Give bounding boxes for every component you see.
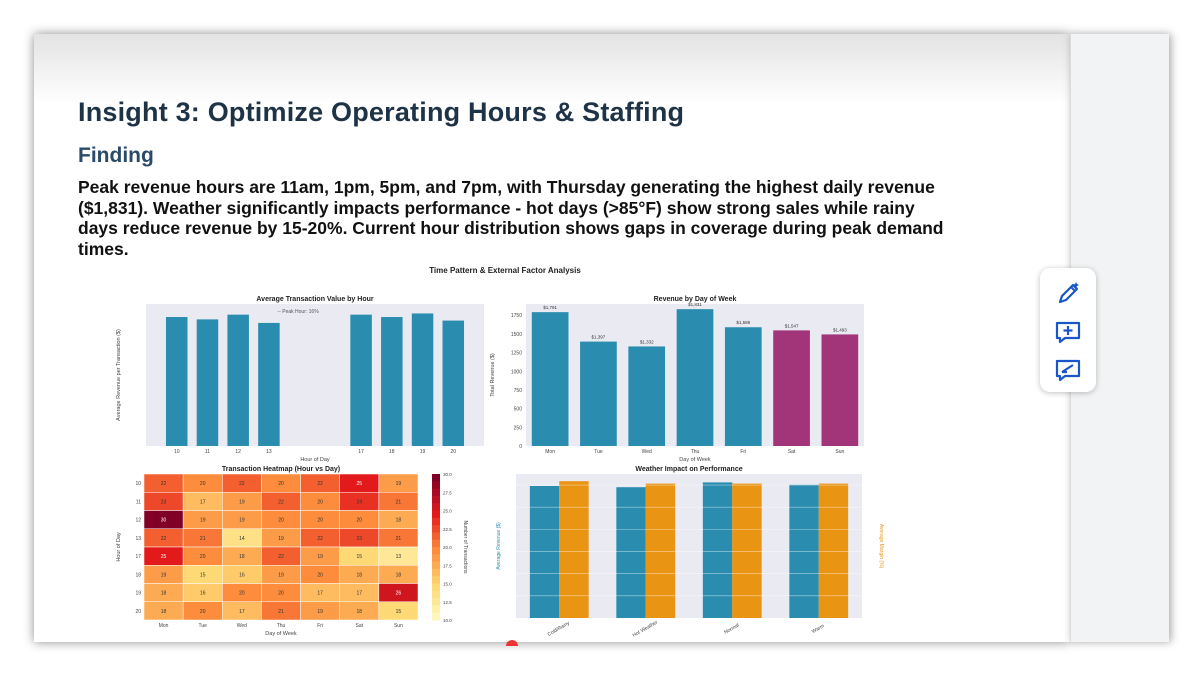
bar <box>822 334 859 446</box>
cell-label: 18 <box>356 608 363 615</box>
x-tick-label: 17 <box>358 449 364 455</box>
chart-revenue-by-day <box>486 292 876 464</box>
colorbar-segment <box>432 496 440 504</box>
cell-label: 18 <box>395 517 402 524</box>
section-heading: Finding <box>78 144 154 167</box>
cell-label: 18 <box>356 572 363 579</box>
cell-label: 20 <box>317 572 323 579</box>
x-tick-label: Normal <box>723 622 741 636</box>
colorbar-segment <box>432 562 440 570</box>
x-tick-label: Tue <box>594 449 603 455</box>
cell-label: 13 <box>395 554 402 561</box>
cell-label: 22 <box>317 481 323 488</box>
cell-label: 18 <box>160 608 167 615</box>
bar-revenue <box>530 486 559 618</box>
bar <box>350 315 372 446</box>
legend-text: -- Peak Hour: 16% <box>277 309 319 315</box>
x-axis-label: Day of Week <box>265 631 297 637</box>
x-tick-label: Fri <box>317 623 324 629</box>
cell-label: 18 <box>239 554 245 561</box>
bar <box>725 327 762 446</box>
x-axis-label: Day of Week <box>679 457 711 463</box>
cell-label: 21 <box>278 608 284 615</box>
x-tick-label: Sat <box>355 623 364 629</box>
finding-paragraph: Peak revenue hours are 11am, 1pm, 5pm, and 7pm, with Thursday generating the highest daily revenue ($1,831). Weather significantly impacts performance - hot days (>85°F) show strong sales while rainy days reduce revenue by 15-20%. Current hour distribution shows gaps in coverage during peak demand times. <box>78 177 944 259</box>
colorbar-segment <box>432 532 440 540</box>
cell-label: 17 <box>317 590 323 597</box>
cell-label: 19 <box>317 608 323 615</box>
cell-label: 16 <box>199 590 206 597</box>
x-tick-label: Thu <box>276 623 286 629</box>
y-tick-label: 18 <box>135 572 141 579</box>
x-tick-label: 10 <box>173 449 180 455</box>
y-tick-label: 11 <box>135 499 141 506</box>
chart-title: Average Transaction Value by Hour <box>256 296 374 303</box>
colorbar-segment <box>432 605 440 613</box>
cell-label: 15 <box>199 572 206 579</box>
colorbar-tick-label: 25.0 <box>443 508 452 514</box>
cell-label: 20 <box>199 608 206 615</box>
x-tick-label: Sun <box>835 449 845 455</box>
x-tick-label: 18 <box>389 449 395 455</box>
chart-avg-transaction-by-hour <box>110 292 490 464</box>
bar <box>166 317 188 446</box>
cell-label: 19 <box>317 554 323 561</box>
bar <box>532 312 569 446</box>
x-tick-label: Tue <box>198 623 207 629</box>
cell-label: 18 <box>160 590 167 597</box>
colorbar-tick-label: 12.5 <box>443 599 452 605</box>
x-tick-label: Mon <box>158 623 169 629</box>
cell-label: 20 <box>278 481 284 488</box>
bar <box>628 346 665 446</box>
cell-label: 22 <box>239 481 245 488</box>
bar-revenue <box>616 487 645 618</box>
y-tick-label: 1750 <box>510 313 522 320</box>
colorbar-segment <box>432 554 440 562</box>
colorbar-segment <box>432 503 440 511</box>
cell-label: 24 <box>356 499 363 506</box>
x-tick-label: 12 <box>235 449 241 455</box>
cell-label: 19 <box>199 517 206 524</box>
colorbar-tick-label: 22.5 <box>443 526 452 532</box>
cell-label: 22 <box>160 481 167 488</box>
page-top-shade <box>34 34 1070 104</box>
bar <box>258 323 280 446</box>
cell-label: 21 <box>395 535 402 542</box>
x-tick-label: Cold/Rainy <box>546 620 571 638</box>
cell-label: 19 <box>395 481 402 488</box>
cell-label: 19 <box>160 572 167 579</box>
y-axis-label: Total Revenue ($) <box>490 353 496 397</box>
colorbar-segment <box>432 518 440 526</box>
colorbar-segment <box>432 474 440 482</box>
data-label: $1,831 <box>688 302 702 308</box>
bar-margin <box>732 484 761 618</box>
y-tick-label: 13 <box>135 535 141 542</box>
colorbar-tick-label: 10.0 <box>443 618 452 623</box>
add-comment-icon[interactable] <box>1052 316 1084 348</box>
data-label: $1,332 <box>639 339 654 345</box>
cell-label: 19 <box>278 535 284 542</box>
y-tick-label: 250 <box>513 425 522 432</box>
colorbar-segment <box>432 547 440 555</box>
bar-margin <box>819 484 848 618</box>
data-label: $1,397 <box>591 334 606 340</box>
y-tick-label: 19 <box>135 590 141 597</box>
y-tick-label: 17 <box>135 554 141 561</box>
bar <box>443 321 465 446</box>
data-label: $1,791 <box>543 305 558 311</box>
x-tick-label: Fri <box>740 449 747 455</box>
colorbar-segment <box>432 613 440 621</box>
colorbar-segment <box>432 489 440 497</box>
bar <box>677 309 714 446</box>
cell-label: 20 <box>239 590 245 597</box>
data-label: $1,493 <box>832 327 847 333</box>
y-tick-label: 1000 <box>510 369 522 376</box>
cell-label: 26 <box>395 590 402 597</box>
y-tick-label: 0 <box>519 444 522 450</box>
cell-label: 21 <box>199 535 206 542</box>
cell-label: 20 <box>278 590 284 597</box>
cell-label: 22 <box>278 499 284 506</box>
y-tick-label: 10 <box>135 481 141 488</box>
y-axis-label-left: Average Revenue ($) <box>496 522 502 570</box>
recording-indicator <box>506 640 518 646</box>
cell-label: 22 <box>317 535 323 542</box>
bar-revenue <box>703 482 732 618</box>
y-tick-label: 500 <box>513 406 522 413</box>
x-tick-label: Warm <box>811 623 826 636</box>
cell-label: 19 <box>239 517 245 524</box>
cell-label: 21 <box>395 499 402 506</box>
cell-label: 20 <box>317 517 323 524</box>
cell-label: 18 <box>395 572 402 579</box>
y-tick-label: 1500 <box>510 331 522 338</box>
cell-label: 22 <box>278 554 284 561</box>
cell-label: 30 <box>160 517 167 524</box>
x-tick-label: Wed <box>236 623 247 629</box>
bar <box>412 313 434 446</box>
cell-label: 15 <box>356 554 363 561</box>
cell-label: 16 <box>239 572 245 579</box>
cell-label: 17 <box>356 590 363 597</box>
cell-label: 25 <box>160 554 167 561</box>
chart-transaction-heatmap <box>110 462 480 638</box>
x-tick-label: 20 <box>450 449 457 455</box>
colorbar-segment <box>432 584 440 592</box>
y-axis-label: Average Revenue per Transaction ($) <box>116 329 122 421</box>
chart-title: Transaction Heatmap (Hour vs Day) <box>221 466 341 473</box>
colorbar-label: Number of Transactions <box>462 520 468 574</box>
x-tick-label: 11 <box>204 449 211 455</box>
cell-label: 23 <box>160 499 167 506</box>
x-axis-label: Hour of Day <box>300 457 330 463</box>
chart-title: Revenue by Day of Week <box>653 296 737 303</box>
cell-label: 19 <box>278 572 284 579</box>
colorbar-segment <box>432 591 440 599</box>
x-tick-label: Mon <box>545 449 556 455</box>
y-tick-label: 1250 <box>510 350 522 357</box>
y-tick-label: 12 <box>135 517 141 524</box>
colorbar-segment <box>432 576 440 584</box>
bar <box>381 317 403 446</box>
y-axis-label-right: Average Margin (%) <box>878 523 884 569</box>
chart-title: Weather Impact on Performance <box>635 466 743 473</box>
bar <box>227 315 249 446</box>
cell-label: 19 <box>239 499 245 506</box>
window-top-margin <box>0 0 1200 34</box>
bar-margin <box>646 484 675 618</box>
data-label: $1,589 <box>736 320 751 326</box>
colorbar-tick-label: 27.5 <box>443 490 452 496</box>
page-title: Insight 3: Optimize Operating Hours & Staffing <box>78 97 685 127</box>
x-tick-label: Thu <box>690 449 700 455</box>
x-tick-label: 19 <box>419 449 426 455</box>
colorbar-tick-label: 20.0 <box>443 545 452 550</box>
y-tick-label: 20 <box>135 608 141 615</box>
colorbar-segment <box>432 525 440 533</box>
y-tick-label: 750 <box>513 387 522 394</box>
y-axis-label: Hour of Day <box>116 532 122 562</box>
chart-weather-impact <box>490 462 890 638</box>
x-tick-label: Wed <box>641 449 652 455</box>
data-label: $1,547 <box>784 323 799 329</box>
x-tick-label: Sun <box>393 623 403 629</box>
cell-label: 17 <box>239 608 245 615</box>
bar <box>773 330 810 446</box>
cell-label: 22 <box>160 535 167 542</box>
colorbar-segment <box>432 540 440 548</box>
colorbar-segment <box>432 569 440 577</box>
cell-label: 14 <box>239 535 245 542</box>
cell-label: 20 <box>199 481 206 488</box>
bar <box>580 342 617 446</box>
x-tick-label: Hot Weather <box>631 619 659 639</box>
figure-title: Time Pattern & External Factor Analysis <box>429 266 581 275</box>
cell-label: 20 <box>199 554 206 561</box>
x-tick-label: 13 <box>266 449 272 455</box>
cell-label: 23 <box>356 535 363 542</box>
bar-margin <box>559 481 588 618</box>
bar <box>197 319 219 446</box>
cell-label: 20 <box>317 499 323 506</box>
colorbar-segment <box>432 481 440 489</box>
cell-label: 25 <box>356 481 363 488</box>
colorbar-tick-label: 17.5 <box>443 563 452 569</box>
colorbar-tick-label: 15.0 <box>443 581 452 587</box>
floating-toolbar <box>1040 268 1096 392</box>
cell-label: 20 <box>278 517 284 524</box>
colorbar-segment <box>432 511 440 519</box>
edit-pencil-icon[interactable] <box>1052 278 1084 310</box>
cell-label: 15 <box>395 608 402 615</box>
colorbar-tick-label: 30.0 <box>443 472 452 477</box>
colorbar-segment <box>432 598 440 606</box>
x-tick-label: Sat <box>787 449 796 455</box>
cell-label: 17 <box>199 499 206 506</box>
cell-label: 20 <box>356 517 363 524</box>
suggest-edit-icon[interactable] <box>1052 354 1084 386</box>
